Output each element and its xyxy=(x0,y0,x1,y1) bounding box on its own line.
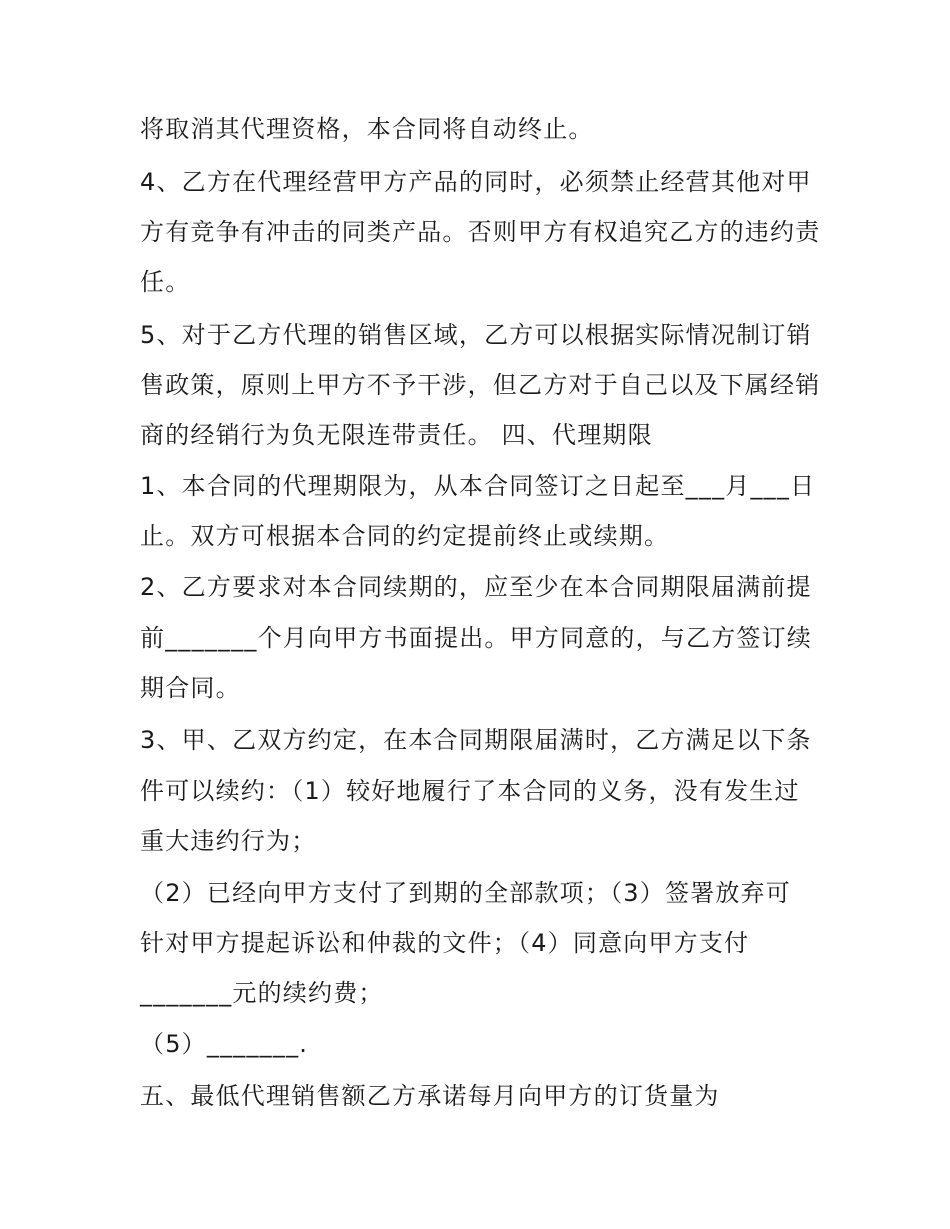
text-line: 商的经销行为负无限连带责任。 四、代理期限 xyxy=(140,421,653,449)
text-line: 售政策，原则上甲方不予干涉，但乙方对于自己以及下属经销 xyxy=(140,371,821,399)
text-line: 3、甲、乙双方约定，在本合同期限届满时，乙方满足以下条 xyxy=(140,726,812,754)
text-line: 4、乙方在代理经营甲方产品的同时，必须禁止经营其他对甲 xyxy=(140,168,812,196)
text-line: 2、乙方要求对本合同续期的，应至少在本合同期限届满前提 xyxy=(140,573,812,601)
text-line: 方有竞争有冲击的同类产品。否则甲方有权追究乙方的违约责 xyxy=(140,218,821,246)
text-line: （5）_______. xyxy=(140,1030,309,1058)
text-line: 将取消其代理资格，本合同将自动终止。 xyxy=(140,115,594,143)
text-line: 任。 xyxy=(140,268,191,296)
text-line: 1、本合同的代理期限为，从本合同签订之日起至___月___日 xyxy=(140,472,816,500)
text-line: 止。双方可根据本合同的约定提前终止或续期。 xyxy=(140,522,670,550)
text-line: 针对甲方提起诉讼和仲裁的文件；（4）同意向甲方支付 xyxy=(140,929,750,957)
text-line: 重大违约行为； xyxy=(140,827,317,855)
text-line: 五、最低代理销售额乙方承诺每月向甲方的订货量为 xyxy=(140,1082,720,1110)
text-line: 件可以续约：（1）较好地履行了本合同的义务，没有发生过 xyxy=(140,777,800,805)
text-line: 期合同。 xyxy=(140,674,241,702)
text-line: （2）已经向甲方支付了到期的全部款项；（3）签署放弃可 xyxy=(140,879,791,907)
text-line: 5、对于乙方代理的销售区域，乙方可以根据实际情况制订销 xyxy=(140,321,812,349)
text-line: 前_______个月向甲方书面提出。甲方同意的，与乙方签订续 xyxy=(140,624,812,652)
text-line: _______元的续约费； xyxy=(140,979,384,1007)
